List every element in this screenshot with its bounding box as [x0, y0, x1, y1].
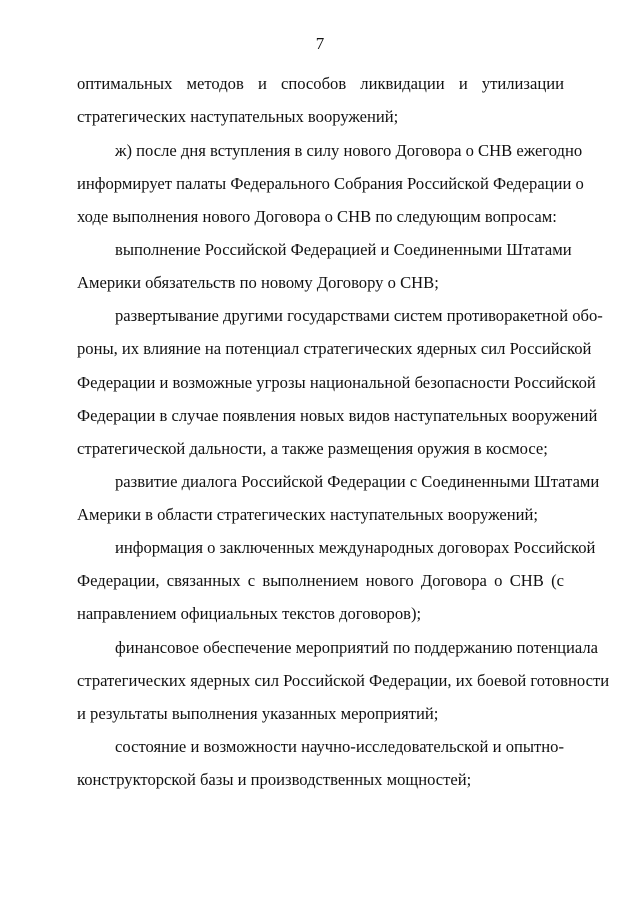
text-line: информация о заключенных международных договорах Российской [115, 538, 596, 557]
text-line: Федерации, связанных с выполнением нового Договора о СНВ (с [77, 571, 564, 590]
text-line: развертывание другими государствами систем противоракетной обо- [115, 306, 603, 325]
text-line: оптимальных методов и способов ликвидации и утилизации [77, 74, 564, 93]
text-line: Федерации в случае появления новых видов наступательных вооружений [77, 406, 598, 425]
text-line: выполнение Российской Федерацией и Соединенными Штатами [115, 240, 572, 259]
page-number: 7 [315, 34, 325, 53]
text-line: состояние и возможности научно-исследовательской и опытно- [115, 737, 564, 756]
text-line: информирует палаты Федерального Собрания Российской Федерации о [77, 174, 584, 193]
text-line: Америки обязательств по новому Договору о СНВ; [77, 273, 439, 292]
text-line: финансовое обеспечение мероприятий по поддержанию потенциала [115, 638, 599, 657]
text-line: развитие диалога Российской Федерации с Соединенными Штатами [115, 472, 600, 491]
text-line: конструкторской базы и производственных мощностей; [77, 770, 472, 789]
text-line: стратегических наступательных вооружений; [77, 107, 399, 126]
text-line: ходе выполнения нового Договора о СНВ по следующим вопросам: [77, 207, 557, 226]
text-line: и результаты выполнения указанных мероприятий; [77, 704, 439, 723]
text-line: стратегической дальности, а также размещения оружия в космосе; [77, 439, 548, 458]
text-line: роны, их влияние на потенциал стратегических ядерных сил Российской [77, 339, 592, 358]
text-line: Федерации и возможные угрозы национальной безопасности Российской [77, 373, 596, 392]
text-line: Америки в области стратегических наступательных вооружений; [77, 505, 538, 524]
text-line: стратегических ядерных сил Российской Федерации, их боевой готовности [77, 671, 610, 690]
text-line: направлением официальных текстов договоров); [77, 604, 422, 623]
text-line: ж) после дня вступления в силу нового Договора о СНВ ежегодно [115, 141, 583, 160]
